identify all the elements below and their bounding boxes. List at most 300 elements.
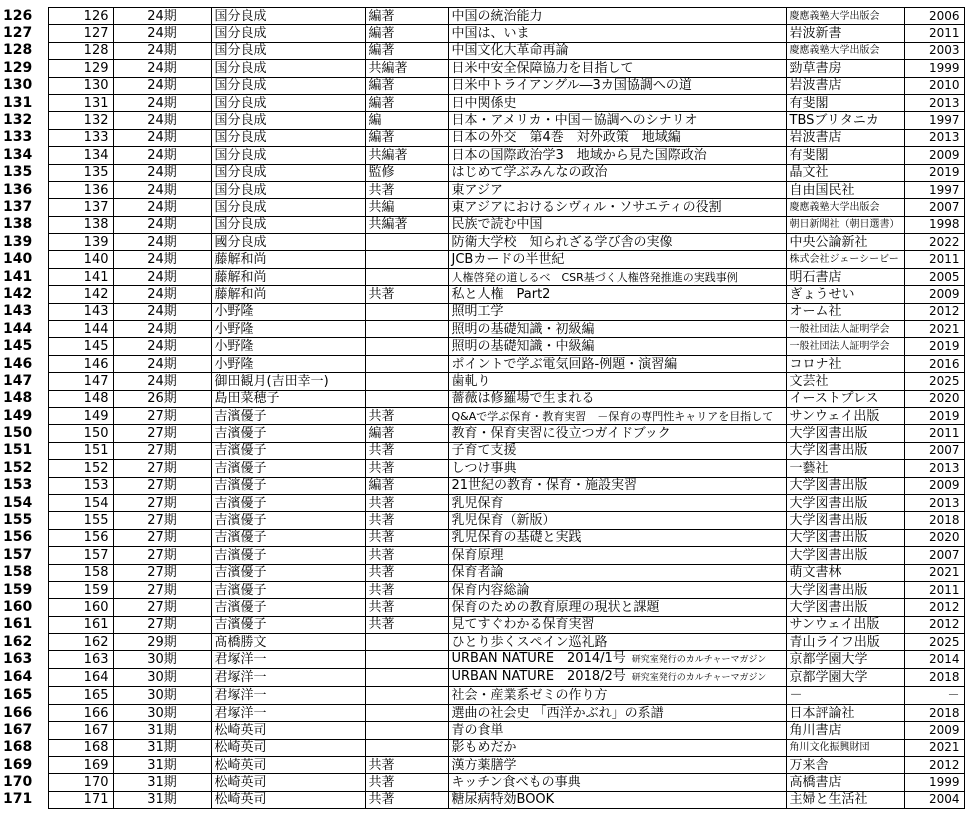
author-cell[interactable]: 吉濱優子 bbox=[211, 477, 365, 494]
row-index[interactable]: 139 bbox=[3, 233, 33, 250]
no-cell[interactable]: 144 bbox=[48, 321, 113, 338]
role-cell[interactable]: 共著 bbox=[365, 774, 448, 791]
table-row[interactable] bbox=[0, 234, 964, 251]
no-cell[interactable]: 127 bbox=[48, 25, 113, 42]
publisher-cell[interactable]: 主婦と生活社 bbox=[786, 791, 904, 808]
row-index[interactable]: 170 bbox=[3, 774, 33, 791]
publisher-cell[interactable]: サンウェイ出版 bbox=[786, 407, 904, 424]
title-cell[interactable] bbox=[448, 268, 786, 285]
row-index[interactable]: 150 bbox=[3, 425, 33, 442]
author-cell[interactable]: 松崎英司 bbox=[211, 739, 365, 756]
role-cell[interactable]: 共編著 bbox=[365, 60, 448, 77]
year-cell[interactable]: 2013 bbox=[904, 129, 964, 146]
author-cell[interactable]: 吉濱優子 bbox=[211, 407, 365, 424]
year-cell[interactable]: 1997 bbox=[904, 112, 964, 129]
publisher-cell[interactable]: 角川書店 bbox=[786, 722, 904, 739]
table-row[interactable] bbox=[0, 494, 964, 511]
no-cell[interactable]: 137 bbox=[48, 199, 113, 216]
period-cell[interactable]: 31期 bbox=[113, 757, 211, 774]
title-cell[interactable] bbox=[448, 494, 786, 511]
year-cell[interactable]: 2020 bbox=[904, 529, 964, 546]
table-row[interactable] bbox=[0, 94, 964, 111]
author-cell[interactable]: 国分良成 bbox=[211, 94, 365, 111]
publisher-cell[interactable]: 一般社団法人証明学会 bbox=[786, 321, 904, 338]
author-cell[interactable]: 国分良成 bbox=[211, 164, 365, 181]
publisher-cell[interactable]: オーム社 bbox=[786, 303, 904, 320]
row-index[interactable]: 171 bbox=[3, 791, 33, 808]
no-cell[interactable]: 129 bbox=[48, 60, 113, 77]
year-cell[interactable]: 2019 bbox=[904, 407, 964, 424]
row-index[interactable]: 129 bbox=[3, 59, 33, 76]
row-index[interactable]: 132 bbox=[3, 112, 33, 129]
year-cell[interactable]: 2021 bbox=[904, 739, 964, 756]
author-cell[interactable]: 小野隆 bbox=[211, 338, 365, 355]
author-cell[interactable]: 小野隆 bbox=[211, 321, 365, 338]
title-cell[interactable] bbox=[448, 234, 786, 251]
title-cell[interactable] bbox=[448, 164, 786, 181]
table-row[interactable] bbox=[0, 547, 964, 564]
row-index[interactable]: 137 bbox=[3, 198, 33, 215]
publisher-cell[interactable]: 晶文社 bbox=[786, 164, 904, 181]
title-cell[interactable] bbox=[448, 704, 786, 721]
period-cell[interactable]: 24期 bbox=[113, 181, 211, 198]
title-cell[interactable] bbox=[448, 669, 786, 687]
year-cell[interactable]: 2013 bbox=[904, 94, 964, 111]
no-cell[interactable]: 146 bbox=[48, 355, 113, 372]
title-cell[interactable] bbox=[448, 564, 786, 581]
row-index[interactable]: 133 bbox=[3, 129, 33, 146]
period-cell[interactable]: 27期 bbox=[113, 494, 211, 511]
period-cell[interactable]: 24期 bbox=[113, 286, 211, 303]
period-cell[interactable]: 27期 bbox=[113, 547, 211, 564]
no-cell[interactable]: 157 bbox=[48, 547, 113, 564]
publisher-cell[interactable]: 文芸社 bbox=[786, 373, 904, 390]
publisher-cell[interactable]: 中央公論新社 bbox=[786, 234, 904, 251]
title-cell[interactable] bbox=[448, 25, 786, 42]
no-cell[interactable]: 156 bbox=[48, 529, 113, 546]
role-cell[interactable]: 共著 bbox=[365, 181, 448, 198]
role-cell[interactable] bbox=[365, 687, 448, 704]
title-cell[interactable] bbox=[448, 407, 786, 424]
author-cell[interactable]: 吉濱優子 bbox=[211, 512, 365, 529]
period-cell[interactable]: 24期 bbox=[113, 25, 211, 42]
no-cell[interactable]: 128 bbox=[48, 42, 113, 59]
publisher-cell[interactable]: 大学図書出版 bbox=[786, 547, 904, 564]
no-cell[interactable]: 151 bbox=[48, 442, 113, 459]
no-cell[interactable]: 164 bbox=[48, 669, 113, 687]
title-cell[interactable] bbox=[448, 512, 786, 529]
period-cell[interactable]: 30期 bbox=[113, 651, 211, 669]
author-cell[interactable]: 松崎英司 bbox=[211, 757, 365, 774]
role-cell[interactable]: 共著 bbox=[365, 564, 448, 581]
no-cell[interactable]: 133 bbox=[48, 129, 113, 146]
title-cell[interactable] bbox=[448, 529, 786, 546]
publisher-cell[interactable]: 株式会社ジェーシービー bbox=[786, 251, 904, 268]
title-cell[interactable] bbox=[448, 599, 786, 616]
table-row[interactable] bbox=[0, 739, 964, 756]
row-index[interactable]: 138 bbox=[3, 216, 33, 233]
role-cell[interactable] bbox=[365, 338, 448, 355]
title-cell[interactable] bbox=[448, 581, 786, 598]
row-index[interactable]: 128 bbox=[3, 42, 33, 59]
no-cell[interactable]: 162 bbox=[48, 634, 113, 651]
table-row[interactable] bbox=[0, 581, 964, 598]
title-cell[interactable] bbox=[448, 722, 786, 739]
role-cell[interactable]: 共著 bbox=[365, 442, 448, 459]
period-cell[interactable]: 24期 bbox=[113, 355, 211, 372]
role-cell[interactable] bbox=[365, 722, 448, 739]
publisher-cell[interactable]: イーストプレス bbox=[786, 390, 904, 407]
row-index[interactable]: 163 bbox=[3, 651, 33, 668]
author-cell[interactable]: 吉濱優子 bbox=[211, 529, 365, 546]
author-cell[interactable]: 藤解和尚 bbox=[211, 251, 365, 268]
no-cell[interactable]: 166 bbox=[48, 704, 113, 721]
role-cell[interactable] bbox=[365, 704, 448, 721]
year-cell[interactable]: 2012 bbox=[904, 616, 964, 633]
table-row[interactable] bbox=[0, 651, 964, 669]
publisher-cell[interactable]: 日本評論社 bbox=[786, 704, 904, 721]
no-cell[interactable]: 158 bbox=[48, 564, 113, 581]
no-cell[interactable]: 130 bbox=[48, 77, 113, 94]
publisher-cell[interactable]: 有斐閣 bbox=[786, 147, 904, 164]
role-cell[interactable] bbox=[365, 268, 448, 285]
title-cell[interactable] bbox=[448, 338, 786, 355]
role-cell[interactable]: 共著 bbox=[365, 599, 448, 616]
period-cell[interactable]: 26期 bbox=[113, 390, 211, 407]
no-cell[interactable]: 163 bbox=[48, 651, 113, 669]
period-cell[interactable]: 24期 bbox=[113, 373, 211, 390]
table-row[interactable] bbox=[0, 390, 964, 407]
author-cell[interactable]: 国分良成 bbox=[211, 42, 365, 59]
title-cell[interactable] bbox=[448, 390, 786, 407]
publisher-cell[interactable]: サンウェイ出版 bbox=[786, 616, 904, 633]
role-cell[interactable] bbox=[365, 321, 448, 338]
period-cell[interactable]: 27期 bbox=[113, 442, 211, 459]
row-index[interactable]: 127 bbox=[3, 25, 33, 42]
author-cell[interactable]: 吉濱優子 bbox=[211, 564, 365, 581]
author-cell[interactable]: 髙橋勝文 bbox=[211, 634, 365, 651]
row-index[interactable]: 149 bbox=[3, 407, 33, 424]
author-cell[interactable]: 国分良成 bbox=[211, 8, 365, 25]
title-cell[interactable] bbox=[448, 477, 786, 494]
table-row[interactable] bbox=[0, 774, 964, 791]
year-cell[interactable]: 2011 bbox=[904, 25, 964, 42]
table-row[interactable] bbox=[0, 147, 964, 164]
publisher-cell[interactable]: 青山ライフ出版 bbox=[786, 634, 904, 651]
period-cell[interactable]: 27期 bbox=[113, 564, 211, 581]
author-cell[interactable]: 藤解和尚 bbox=[211, 268, 365, 285]
year-cell[interactable]: 2013 bbox=[904, 460, 964, 477]
row-index[interactable]: 148 bbox=[3, 390, 33, 407]
year-cell[interactable]: 2006 bbox=[904, 8, 964, 25]
year-cell[interactable]: 1998 bbox=[904, 216, 964, 233]
no-cell[interactable]: 148 bbox=[48, 390, 113, 407]
table-row[interactable] bbox=[0, 60, 964, 77]
publisher-cell[interactable]: 慶應義塾大学出版会 bbox=[786, 42, 904, 59]
no-cell[interactable]: 154 bbox=[48, 494, 113, 511]
title-cell[interactable] bbox=[448, 687, 786, 704]
table-row[interactable] bbox=[0, 477, 964, 494]
role-cell[interactable]: 共著 bbox=[365, 547, 448, 564]
row-index[interactable]: 146 bbox=[3, 355, 33, 372]
period-cell[interactable]: 31期 bbox=[113, 722, 211, 739]
period-cell[interactable]: 24期 bbox=[113, 112, 211, 129]
row-index[interactable]: 153 bbox=[3, 477, 33, 494]
no-cell[interactable]: 135 bbox=[48, 164, 113, 181]
no-cell[interactable]: 132 bbox=[48, 112, 113, 129]
no-cell[interactable]: 134 bbox=[48, 147, 113, 164]
author-cell[interactable]: 吉濱優子 bbox=[211, 581, 365, 598]
period-cell[interactable]: 24期 bbox=[113, 94, 211, 111]
author-cell[interactable]: 国分良成 bbox=[211, 129, 365, 146]
year-cell[interactable]: 2011 bbox=[904, 251, 964, 268]
publisher-cell[interactable]: 勁草書房 bbox=[786, 60, 904, 77]
role-cell[interactable] bbox=[365, 355, 448, 372]
no-cell[interactable]: 170 bbox=[48, 774, 113, 791]
row-index[interactable]: 160 bbox=[3, 598, 33, 615]
year-cell[interactable]: 1997 bbox=[904, 181, 964, 198]
year-cell[interactable]: － bbox=[904, 687, 964, 704]
row-index[interactable]: 159 bbox=[3, 581, 33, 598]
no-cell[interactable]: 153 bbox=[48, 477, 113, 494]
period-cell[interactable]: 24期 bbox=[113, 42, 211, 59]
period-cell[interactable]: 24期 bbox=[113, 164, 211, 181]
table-row[interactable] bbox=[0, 129, 964, 146]
author-cell[interactable]: 国分良成 bbox=[211, 112, 365, 129]
publisher-cell[interactable]: － bbox=[786, 687, 904, 704]
row-index[interactable]: 142 bbox=[3, 285, 33, 302]
publisher-cell[interactable]: 京都学園大学 bbox=[786, 669, 904, 687]
period-cell[interactable]: 24期 bbox=[113, 234, 211, 251]
author-cell[interactable]: 小野隆 bbox=[211, 303, 365, 320]
title-cell[interactable] bbox=[448, 181, 786, 198]
table-row[interactable] bbox=[0, 687, 964, 704]
row-index[interactable]: 166 bbox=[3, 704, 33, 721]
period-cell[interactable]: 30期 bbox=[113, 704, 211, 721]
table-row[interactable] bbox=[0, 669, 964, 687]
period-cell[interactable]: 31期 bbox=[113, 774, 211, 791]
no-cell[interactable]: 169 bbox=[48, 757, 113, 774]
no-cell[interactable]: 168 bbox=[48, 739, 113, 756]
publisher-cell[interactable]: 朝日新聞社（朝日選書） bbox=[786, 216, 904, 233]
title-cell[interactable] bbox=[448, 460, 786, 477]
role-cell[interactable]: 監修 bbox=[365, 164, 448, 181]
period-cell[interactable]: 29期 bbox=[113, 634, 211, 651]
row-index[interactable]: 162 bbox=[3, 633, 33, 650]
period-cell[interactable]: 27期 bbox=[113, 599, 211, 616]
year-cell[interactable]: 2019 bbox=[904, 164, 964, 181]
role-cell[interactable]: 共著 bbox=[365, 286, 448, 303]
author-cell[interactable]: 国分良成 bbox=[211, 216, 365, 233]
role-cell[interactable] bbox=[365, 651, 448, 669]
publisher-cell[interactable]: 大学図書出版 bbox=[786, 442, 904, 459]
period-cell[interactable]: 24期 bbox=[113, 251, 211, 268]
table-row[interactable] bbox=[0, 634, 964, 651]
year-cell[interactable]: 2021 bbox=[904, 564, 964, 581]
row-index[interactable]: 152 bbox=[3, 459, 33, 476]
table-row[interactable] bbox=[0, 216, 964, 233]
row-index[interactable]: 169 bbox=[3, 756, 33, 773]
author-cell[interactable]: 松崎英司 bbox=[211, 791, 365, 808]
role-cell[interactable] bbox=[365, 669, 448, 687]
author-cell[interactable]: 君塚洋一 bbox=[211, 687, 365, 704]
table-row[interactable] bbox=[0, 599, 964, 616]
table-row[interactable] bbox=[0, 442, 964, 459]
year-cell[interactable]: 2009 bbox=[904, 286, 964, 303]
year-cell[interactable]: 2012 bbox=[904, 303, 964, 320]
table-row[interactable] bbox=[0, 338, 964, 355]
author-cell[interactable]: 国分良成 bbox=[211, 25, 365, 42]
role-cell[interactable] bbox=[365, 303, 448, 320]
period-cell[interactable]: 24期 bbox=[113, 147, 211, 164]
year-cell[interactable]: 2018 bbox=[904, 669, 964, 687]
publisher-cell[interactable]: コロナ社 bbox=[786, 355, 904, 372]
period-cell[interactable]: 31期 bbox=[113, 791, 211, 808]
table-row[interactable] bbox=[0, 564, 964, 581]
period-cell[interactable]: 30期 bbox=[113, 669, 211, 687]
row-index[interactable]: 144 bbox=[3, 320, 33, 337]
no-cell[interactable]: 145 bbox=[48, 338, 113, 355]
table-row[interactable] bbox=[0, 251, 964, 268]
author-cell[interactable]: 吉濱優子 bbox=[211, 547, 365, 564]
row-index[interactable]: 136 bbox=[3, 181, 33, 198]
period-cell[interactable]: 24期 bbox=[113, 338, 211, 355]
year-cell[interactable]: 2005 bbox=[904, 268, 964, 285]
role-cell[interactable]: 共編 bbox=[365, 199, 448, 216]
no-cell[interactable]: 143 bbox=[48, 303, 113, 320]
table-row[interactable] bbox=[0, 757, 964, 774]
publisher-cell[interactable]: 岩波書店 bbox=[786, 129, 904, 146]
year-cell[interactable]: 2013 bbox=[904, 494, 964, 511]
year-cell[interactable]: 2020 bbox=[904, 390, 964, 407]
row-index[interactable]: 130 bbox=[3, 77, 33, 94]
role-cell[interactable]: 編著 bbox=[365, 129, 448, 146]
role-cell[interactable]: 共著 bbox=[365, 407, 448, 424]
publisher-cell[interactable]: ぎょうせい bbox=[786, 286, 904, 303]
period-cell[interactable]: 31期 bbox=[113, 739, 211, 756]
table-row[interactable] bbox=[0, 164, 964, 181]
title-cell[interactable] bbox=[448, 757, 786, 774]
publisher-cell[interactable]: 高橋書店 bbox=[786, 774, 904, 791]
title-cell[interactable] bbox=[448, 8, 786, 25]
publisher-cell[interactable]: 岩波新書 bbox=[786, 25, 904, 42]
role-cell[interactable]: 編著 bbox=[365, 8, 448, 25]
no-cell[interactable]: 152 bbox=[48, 460, 113, 477]
author-cell[interactable]: 吉濱優子 bbox=[211, 616, 365, 633]
title-cell[interactable] bbox=[448, 147, 786, 164]
row-index[interactable]: 151 bbox=[3, 442, 33, 459]
period-cell[interactable]: 24期 bbox=[113, 199, 211, 216]
title-cell[interactable] bbox=[448, 42, 786, 59]
title-cell[interactable] bbox=[448, 355, 786, 372]
row-index[interactable]: 161 bbox=[3, 616, 33, 633]
table-row[interactable] bbox=[0, 181, 964, 198]
row-index[interactable]: 164 bbox=[3, 669, 33, 686]
role-cell[interactable]: 共著 bbox=[365, 791, 448, 808]
year-cell[interactable]: 2004 bbox=[904, 791, 964, 808]
title-cell[interactable] bbox=[448, 112, 786, 129]
publisher-cell[interactable]: 大学図書出版 bbox=[786, 529, 904, 546]
role-cell[interactable] bbox=[365, 739, 448, 756]
publisher-cell[interactable]: TBSブリタニカ bbox=[786, 112, 904, 129]
no-cell[interactable]: 147 bbox=[48, 373, 113, 390]
publisher-cell[interactable]: 大学図書出版 bbox=[786, 581, 904, 598]
table-row[interactable] bbox=[0, 112, 964, 129]
no-cell[interactable]: 165 bbox=[48, 687, 113, 704]
role-cell[interactable] bbox=[365, 251, 448, 268]
title-cell[interactable] bbox=[448, 547, 786, 564]
period-cell[interactable]: 27期 bbox=[113, 477, 211, 494]
table-row[interactable] bbox=[0, 407, 964, 424]
year-cell[interactable]: 2022 bbox=[904, 234, 964, 251]
role-cell[interactable] bbox=[365, 373, 448, 390]
author-cell[interactable]: 国分良成 bbox=[211, 199, 365, 216]
author-cell[interactable]: 吉濱優子 bbox=[211, 599, 365, 616]
author-cell[interactable]: 国分良成 bbox=[211, 147, 365, 164]
publisher-cell[interactable]: 有斐閣 bbox=[786, 94, 904, 111]
period-cell[interactable]: 27期 bbox=[113, 529, 211, 546]
publisher-cell[interactable]: 明石書店 bbox=[786, 268, 904, 285]
author-cell[interactable]: 吉濱優子 bbox=[211, 494, 365, 511]
author-cell[interactable]: 国分良成 bbox=[211, 181, 365, 198]
row-index[interactable]: 165 bbox=[3, 687, 33, 704]
year-cell[interactable]: 2009 bbox=[904, 147, 964, 164]
table-row[interactable] bbox=[0, 512, 964, 529]
role-cell[interactable]: 共著 bbox=[365, 529, 448, 546]
no-cell[interactable]: 149 bbox=[48, 407, 113, 424]
period-cell[interactable]: 30期 bbox=[113, 687, 211, 704]
role-cell[interactable]: 共編著 bbox=[365, 147, 448, 164]
row-index[interactable]: 143 bbox=[3, 303, 33, 320]
title-cell[interactable] bbox=[448, 442, 786, 459]
row-index[interactable]: 135 bbox=[3, 164, 33, 181]
author-cell[interactable]: 藤解和尚 bbox=[211, 286, 365, 303]
role-cell[interactable]: 編著 bbox=[365, 94, 448, 111]
author-cell[interactable]: 君塚洋一 bbox=[211, 669, 365, 687]
table-row[interactable] bbox=[0, 25, 964, 42]
title-cell[interactable] bbox=[448, 774, 786, 791]
title-cell[interactable] bbox=[448, 739, 786, 756]
author-cell[interactable]: 吉濱優子 bbox=[211, 425, 365, 442]
author-cell[interactable]: 松崎英司 bbox=[211, 774, 365, 791]
publisher-cell[interactable]: 大学図書出版 bbox=[786, 512, 904, 529]
row-index[interactable]: 141 bbox=[3, 268, 33, 285]
period-cell[interactable]: 24期 bbox=[113, 268, 211, 285]
no-cell[interactable]: 140 bbox=[48, 251, 113, 268]
role-cell[interactable] bbox=[365, 390, 448, 407]
no-cell[interactable]: 136 bbox=[48, 181, 113, 198]
year-cell[interactable]: 2025 bbox=[904, 373, 964, 390]
table-row[interactable] bbox=[0, 303, 964, 320]
table-row[interactable] bbox=[0, 616, 964, 633]
role-cell[interactable]: 共著 bbox=[365, 616, 448, 633]
row-index[interactable]: 147 bbox=[3, 372, 33, 389]
author-cell[interactable]: 国分良成 bbox=[211, 77, 365, 94]
no-cell[interactable]: 161 bbox=[48, 616, 113, 633]
year-cell[interactable]: 2018 bbox=[904, 512, 964, 529]
role-cell[interactable]: 共著 bbox=[365, 460, 448, 477]
author-cell[interactable]: 松崎英司 bbox=[211, 722, 365, 739]
table-row[interactable] bbox=[0, 722, 964, 739]
year-cell[interactable]: 2012 bbox=[904, 757, 964, 774]
year-cell[interactable]: 2019 bbox=[904, 338, 964, 355]
row-index[interactable]: 157 bbox=[3, 546, 33, 563]
row-index[interactable]: 126 bbox=[3, 7, 33, 24]
period-cell[interactable]: 27期 bbox=[113, 616, 211, 633]
year-cell[interactable]: 2021 bbox=[904, 321, 964, 338]
period-cell[interactable]: 24期 bbox=[113, 8, 211, 25]
no-cell[interactable]: 142 bbox=[48, 286, 113, 303]
